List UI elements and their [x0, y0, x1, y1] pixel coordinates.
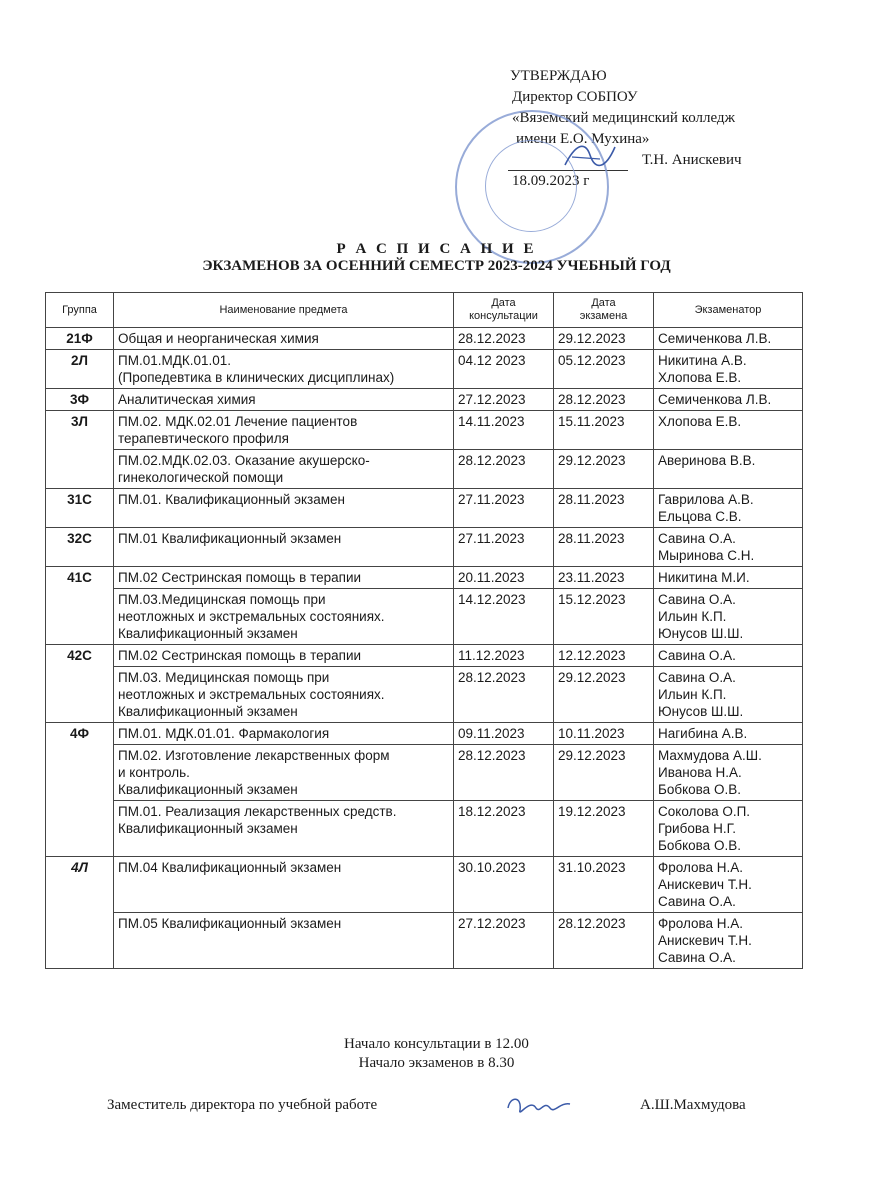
exam-date-cell: 15.11.2023 — [554, 411, 654, 450]
exam-date-cell: 29.12.2023 — [554, 745, 654, 801]
table-row — [46, 745, 803, 801]
table-row — [46, 723, 803, 745]
examiner-cell: Фролова Н.А. Анискевич Т.Н. Савина О.А. — [654, 913, 803, 969]
table-row — [46, 913, 803, 969]
subject-cell: ПМ.01. МДК.01.01. Фармакология — [114, 723, 454, 745]
table-row — [46, 801, 803, 857]
table-row — [46, 350, 803, 389]
exam-date-cell: 19.12.2023 — [554, 801, 654, 857]
exam-start-note: Начало экзаменов в 8.30 — [358, 1055, 515, 1071]
examiner-cell: Хлопова Е.В. — [654, 411, 803, 450]
subject-cell: ПМ.04 Квалификационный экзамен — [114, 857, 454, 913]
examiner-cell: Савина О.А. Ильин К.П. Юнусов Ш.Ш. — [654, 667, 803, 723]
group-cell: 4Л — [46, 857, 114, 969]
exam-date-cell: 29.12.2023 — [554, 667, 654, 723]
exam-date-cell: 12.12.2023 — [554, 645, 654, 667]
consult-date-cell: 28.12.2023 — [454, 450, 554, 489]
table-row — [46, 589, 803, 645]
subject-cell: Общая и неорганическая химия — [114, 328, 454, 350]
table-row — [46, 328, 803, 350]
exam-date-cell: 15.12.2023 — [554, 589, 654, 645]
examiner-cell: Никитина А.В. Хлопова Е.В. — [654, 350, 803, 389]
consult-date-cell: 28.12.2023 — [454, 745, 554, 801]
examiner-cell: Фролова Н.А. Анискевич Т.Н. Савина О.А. — [654, 857, 803, 913]
examiner-cell: Махмудова А.Ш. Иванова Н.А. Бобкова О.В. — [654, 745, 803, 801]
subject-cell: ПМ.05 Квалификационный экзамен — [114, 913, 454, 969]
examiner-cell: Соколова О.П. Грибова Н.Г. Бобкова О.В. — [654, 801, 803, 857]
table-row — [46, 489, 803, 528]
exam-date-cell: 28.11.2023 — [554, 528, 654, 567]
header-exam-date: Дата экзамена — [554, 293, 654, 328]
exam-date-cell: 31.10.2023 — [554, 857, 654, 913]
table-row — [46, 645, 803, 667]
consult-date-cell: 14.12.2023 — [454, 589, 554, 645]
examiner-cell: Семиченкова Л.В. — [654, 389, 803, 411]
consult-date-cell: 11.12.2023 — [454, 645, 554, 667]
subject-cell: ПМ.02. Изготовление лекарственных форм и контроль. Квалификационный экзамен — [114, 745, 454, 801]
deputy-signature — [500, 1088, 580, 1123]
exam-date-cell: 23.11.2023 — [554, 567, 654, 589]
subject-cell: Аналитическая химия — [114, 389, 454, 411]
subject-cell: ПМ.02. МДК.02.01 Лечение пациентов терапевтического профиля — [114, 411, 454, 450]
approval-date: 18.09.2023 г — [512, 173, 590, 189]
subject-cell: ПМ.02 Сестринская помощь в терапии — [114, 567, 454, 589]
examiner-cell: Никитина М.И. — [654, 567, 803, 589]
examiner-cell: Семиченкова Л.В. — [654, 328, 803, 350]
deputy-title: Заместитель директора по учебной работе — [107, 1097, 378, 1113]
approval-position: Директор СОБПОУ — [512, 89, 638, 105]
exam-date-cell: 29.12.2023 — [554, 328, 654, 350]
subject-cell: ПМ.03.Медицинская помощь при неотложных и экстремальных состояниях. Квалификационный экзамен — [114, 589, 454, 645]
examiner-cell: Савина О.А. — [654, 645, 803, 667]
exam-date-cell: 10.11.2023 — [554, 723, 654, 745]
consultation-start-note: Начало консультации в 12.00 — [344, 1036, 529, 1052]
consult-date-cell: 28.12.2023 — [454, 328, 554, 350]
exam-date-cell: 05.12.2023 — [554, 350, 654, 389]
director-signature — [560, 135, 620, 175]
exam-schedule-table — [45, 292, 803, 969]
subject-cell: ПМ.01. Квалификационный экзамен — [114, 489, 454, 528]
table-row — [46, 528, 803, 567]
table-row — [46, 567, 803, 589]
exam-date-cell: 28.11.2023 — [554, 489, 654, 528]
table-row — [46, 857, 803, 913]
document-subtitle: ЭКЗАМЕНОВ ЗА ОСЕННИЙ СЕМЕСТР 2023-2024 УЧЕБНЫЙ ГОД — [202, 258, 671, 274]
group-cell: 3Л — [46, 411, 114, 489]
group-cell: 32С — [46, 528, 114, 567]
consult-date-cell: 09.11.2023 — [454, 723, 554, 745]
consult-date-cell: 20.11.2023 — [454, 567, 554, 589]
subject-cell: ПМ.01. Реализация лекарственных средств. Квалификационный экзамен — [114, 801, 454, 857]
table-header-row — [46, 293, 803, 328]
subject-cell: ПМ.02 Сестринская помощь в терапии — [114, 645, 454, 667]
group-cell: 42С — [46, 645, 114, 723]
group-cell: 4Ф — [46, 723, 114, 857]
subject-cell: ПМ.01.МДК.01.01. (Пропедевтика в клинических дисциплинах) — [114, 350, 454, 389]
table-row — [46, 389, 803, 411]
header-consult-date: Дата консультации — [454, 293, 554, 328]
group-cell: 2Л — [46, 350, 114, 389]
group-cell: 31С — [46, 489, 114, 528]
consult-date-cell: 27.11.2023 — [454, 528, 554, 567]
consult-date-cell: 27.11.2023 — [454, 489, 554, 528]
subject-cell: ПМ.01 Квалификационный экзамен — [114, 528, 454, 567]
table-row — [46, 450, 803, 489]
approval-org-line1: «Вяземский медицинский колледж — [512, 110, 735, 126]
document-title: Р А С П И С А Н И Е — [336, 241, 537, 257]
header-examiner: Экзаменатор — [654, 293, 803, 328]
consult-date-cell: 30.10.2023 — [454, 857, 554, 913]
subject-cell: ПМ.02.МДК.02.03. Оказание акушерско- гинекологической помощи — [114, 450, 454, 489]
consult-date-cell: 27.12.2023 — [454, 913, 554, 969]
examiner-cell: Савина О.А. Ильин К.П. Юнусов Ш.Ш. — [654, 589, 803, 645]
group-cell: 21Ф — [46, 328, 114, 350]
consult-date-cell: 28.12.2023 — [454, 667, 554, 723]
exam-date-cell: 29.12.2023 — [554, 450, 654, 489]
consult-date-cell: 14.11.2023 — [454, 411, 554, 450]
deputy-name: А.Ш.Махмудова — [640, 1097, 746, 1113]
consult-date-cell: 27.12.2023 — [454, 389, 554, 411]
subject-cell: ПМ.03. Медицинская помощь при неотложных и экстремальных состояниях. Квалификационный экзамен — [114, 667, 454, 723]
exam-date-cell: 28.12.2023 — [554, 389, 654, 411]
header-subject: Наименование предмета — [114, 293, 454, 328]
examiner-cell: Гаврилова А.В. Ельцова С.В. — [654, 489, 803, 528]
group-cell: 3Ф — [46, 389, 114, 411]
exam-date-cell: 28.12.2023 — [554, 913, 654, 969]
approval-org-line2: имени Е.О. Мухина» — [516, 131, 650, 147]
examiner-cell: Савина О.А. Мыринова С.Н. — [654, 528, 803, 567]
approval-heading: УТВЕРЖДАЮ — [510, 68, 607, 84]
examiner-cell: Аверинова В.В. — [654, 450, 803, 489]
group-cell: 41С — [46, 567, 114, 645]
consult-date-cell: 18.12.2023 — [454, 801, 554, 857]
table-row — [46, 667, 803, 723]
approval-director: Т.Н. Анискевич — [642, 152, 742, 168]
consult-date-cell: 04.12 2023 — [454, 350, 554, 389]
examiner-cell: Нагибина А.В. — [654, 723, 803, 745]
table-row — [46, 411, 803, 450]
header-group: Группа — [46, 293, 114, 328]
